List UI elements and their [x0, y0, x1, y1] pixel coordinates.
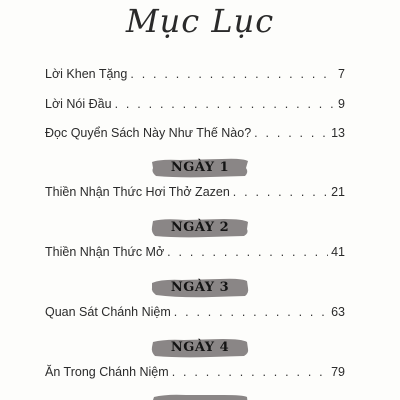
day-label: NGÀY 2 [170, 220, 230, 235]
day-1-badge [150, 158, 250, 178]
toc-entry-mindful-observation[interactable] [45, 304, 345, 320]
day-label: NGÀY 1 [170, 160, 230, 175]
day-4-badge [150, 338, 250, 358]
toc-entry-label: Quan Sát Chánh Niệm [45, 305, 171, 319]
day-label: NGÀY 4 [170, 340, 230, 355]
toc-dot-leader [174, 304, 328, 320]
toc-entry-how-to-read[interactable] [45, 125, 345, 141]
toc-entry-label: Thiền Nhận Thức Mở [45, 245, 165, 259]
toc-entry-foreword[interactable] [45, 96, 345, 112]
toc-entry-zazen-breath[interactable] [45, 184, 345, 200]
toc-entry-label: Lời Nói Đầu [45, 97, 112, 111]
toc-entry-label: Đọc Quyển Sách Này Như Thế Nào? [45, 126, 252, 140]
toc-dot-leader [254, 125, 328, 141]
toc-page-number: 79 [331, 365, 345, 379]
toc-dot-leader [115, 96, 335, 112]
toc-entry-mindful-eating[interactable] [45, 364, 345, 380]
next-day-badge-partial [150, 394, 250, 400]
toc-dot-leader [233, 184, 328, 200]
brush-stroke-badge [150, 394, 250, 400]
toc-dot-leader [172, 364, 328, 380]
day-3-badge [150, 278, 250, 298]
page-title: Mục Lục [125, 2, 275, 40]
toc-entry-open-awareness[interactable] [45, 244, 345, 260]
toc-page-number: 21 [331, 185, 345, 199]
day-label: NGÀY 3 [170, 280, 230, 295]
toc-dot-leader [167, 244, 328, 260]
toc-entry-label: Lời Khen Tặng [45, 67, 128, 81]
toc-page-number: 7 [338, 67, 345, 81]
toc-entry-label: Ăn Trong Chánh Niệm [45, 365, 169, 379]
toc-page-number: 13 [331, 126, 345, 140]
toc-dot-leader [130, 66, 335, 82]
toc-page-number: 41 [331, 245, 345, 259]
toc-entry-label: Thiền Nhận Thức Hơi Thở Zazen [45, 185, 230, 199]
toc-page-number: 9 [338, 97, 345, 111]
toc-page-number: 63 [331, 305, 345, 319]
toc-entry-praise[interactable] [45, 66, 345, 82]
day-2-badge [150, 218, 250, 238]
